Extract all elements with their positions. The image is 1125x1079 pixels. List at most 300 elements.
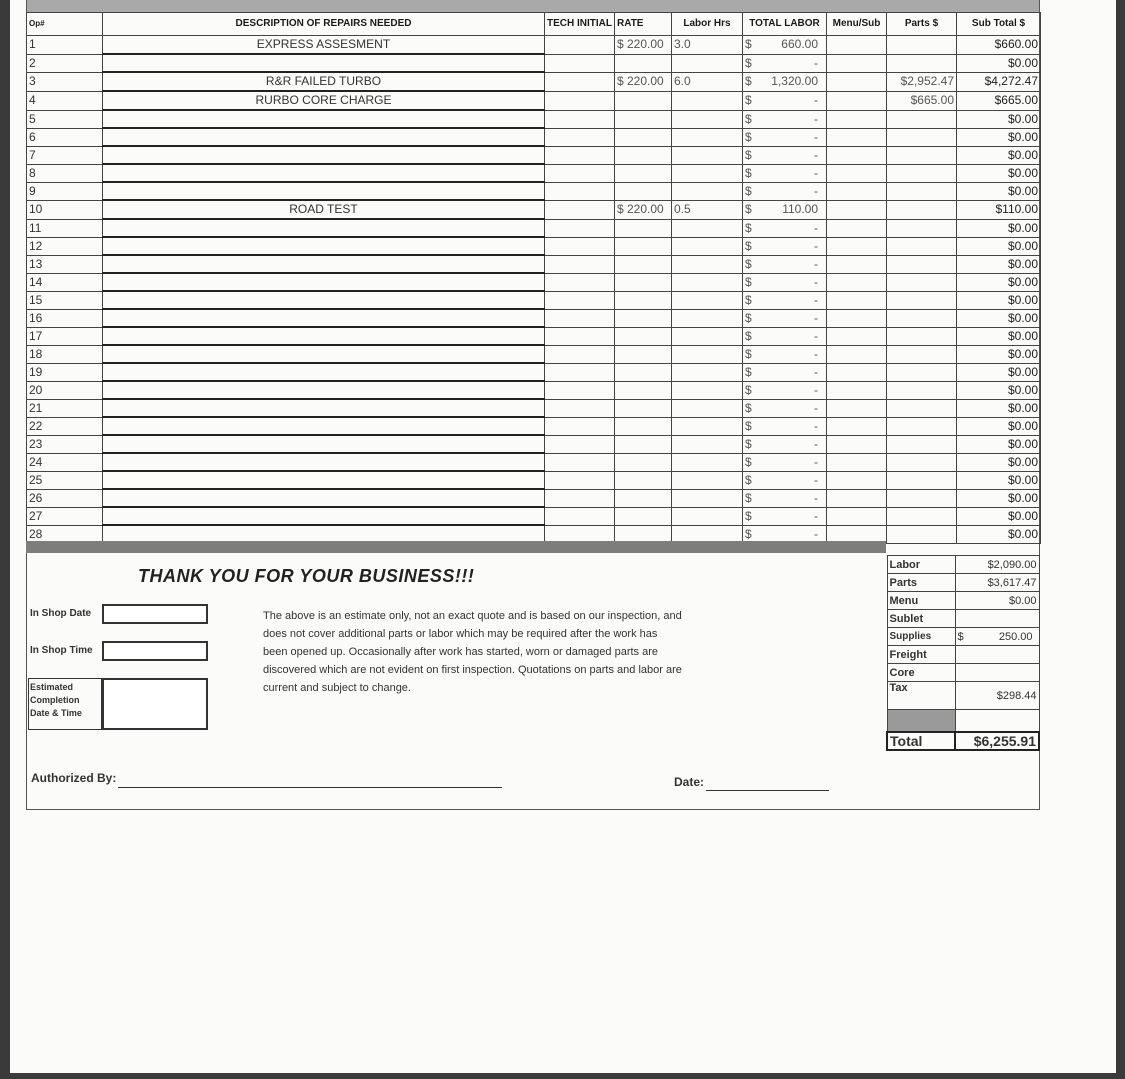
subtotal-cell: $0.00 [957, 435, 1041, 453]
labor-hrs-cell[interactable] [672, 399, 743, 417]
parts-cell[interactable] [887, 399, 957, 417]
parts-cell[interactable] [887, 237, 957, 255]
in-shop-date-field[interactable] [102, 604, 208, 624]
parts-cell[interactable] [887, 200, 957, 219]
menu-sub-cell[interactable] [827, 327, 887, 345]
total-labor-dollar-sign: $ [745, 55, 752, 70]
total-labor-dollar-sign: $ [745, 220, 752, 235]
blank-total-value [955, 710, 1039, 732]
total-labor-amount: - [814, 328, 818, 343]
subtotal-cell: $660.00 [957, 36, 1041, 55]
menu-sub-cell[interactable] [827, 309, 887, 327]
menu-sub-cell[interactable] [827, 381, 887, 399]
total-labor-dollar-sign: $ [745, 472, 752, 487]
op-number-cell: 3 [27, 72, 103, 91]
total-labor-cell [743, 91, 827, 110]
rate-cell[interactable] [615, 91, 672, 110]
parts-cell[interactable]: $2,952.47 [887, 72, 957, 91]
authorized-by-label: Authorized By: [31, 771, 117, 785]
total-labor-dollar-sign: $ [745, 256, 752, 271]
parts-cell[interactable] [887, 36, 957, 55]
table-row [27, 327, 1041, 345]
description-cell[interactable] [103, 146, 545, 164]
subtotal-cell: $0.00 [957, 345, 1041, 363]
tech-initial-cell[interactable] [545, 255, 615, 273]
menu-sub-cell[interactable] [827, 435, 887, 453]
description-cell[interactable] [103, 54, 545, 72]
rate-cell[interactable] [615, 110, 672, 128]
labor-hrs-cell[interactable] [672, 417, 743, 435]
total-labor-amount: - [814, 292, 818, 307]
table-row [27, 435, 1041, 453]
tech-initial-cell[interactable] [545, 381, 615, 399]
menu-sub-cell[interactable] [827, 489, 887, 507]
description-cell[interactable]: RURBO CORE CHARGE [103, 91, 545, 110]
tech-initial-cell[interactable] [545, 453, 615, 471]
rate-cell[interactable] [615, 255, 672, 273]
parts-cell[interactable] [887, 219, 957, 237]
subtotal-cell: $0.00 [957, 237, 1041, 255]
sublet-total-label: Sublet [887, 610, 955, 628]
description-cell[interactable] [103, 164, 545, 182]
total-labor-cell [743, 219, 827, 237]
parts-cell[interactable] [887, 507, 957, 525]
op-number-cell: 9 [27, 182, 103, 200]
header-labor-hrs: Labor Hrs [672, 13, 743, 36]
parts-cell[interactable] [887, 309, 957, 327]
total-labor-dollar-sign: $ [745, 292, 752, 307]
tech-initial-cell[interactable] [545, 363, 615, 381]
subtotal-cell: $0.00 [957, 381, 1041, 399]
rate-cell[interactable] [615, 489, 672, 507]
date-label: Date: [674, 775, 705, 789]
description-cell[interactable] [103, 327, 545, 345]
tech-initial-cell[interactable] [545, 91, 615, 110]
tech-initial-cell[interactable] [545, 435, 615, 453]
subtotal-cell: $0.00 [957, 507, 1041, 525]
table-row [27, 399, 1041, 417]
rate-cell[interactable] [615, 345, 672, 363]
rate-cell[interactable] [615, 417, 672, 435]
op-number-cell: 27 [27, 507, 103, 525]
supplies-total-cell [955, 628, 1039, 646]
menu-sub-cell[interactable] [827, 255, 887, 273]
total-labor-amount: - [814, 436, 818, 451]
description-cell[interactable] [103, 399, 545, 417]
rate-cell[interactable] [615, 146, 672, 164]
parts-cell[interactable]: $665.00 [887, 91, 957, 110]
grand-total-value: $6,255.91 [955, 732, 1039, 750]
subtotal-cell: $0.00 [957, 489, 1041, 507]
menu-sub-cell[interactable] [827, 453, 887, 471]
total-labor-amount: - [814, 165, 818, 180]
labor-hrs-cell[interactable] [672, 146, 743, 164]
labor-hrs-cell[interactable] [672, 54, 743, 72]
subtotal-cell: $4,272.47 [957, 72, 1041, 91]
rate-cell[interactable] [615, 435, 672, 453]
tech-initial-cell[interactable] [545, 200, 615, 219]
in-shop-date-label: In Shop Date [30, 608, 92, 619]
parts-cell[interactable] [887, 345, 957, 363]
tech-initial-cell[interactable] [545, 146, 615, 164]
total-labor-dollar-sign: $ [745, 526, 752, 541]
menu-sub-cell[interactable] [827, 110, 887, 128]
tech-initial-cell[interactable] [545, 327, 615, 345]
total-labor-dollar-sign: $ [745, 310, 752, 325]
tech-initial-cell[interactable] [545, 182, 615, 200]
menu-sub-cell[interactable] [827, 399, 887, 417]
op-number-cell: 8 [27, 164, 103, 182]
total-labor-dollar-sign: $ [745, 74, 752, 88]
labor-hrs-cell[interactable]: 6.0 [672, 72, 743, 91]
op-number-cell: 23 [27, 435, 103, 453]
menu-sub-cell[interactable] [827, 417, 887, 435]
op-number-cell: 12 [27, 237, 103, 255]
labor-hrs-cell[interactable] [672, 255, 743, 273]
op-number-cell: 21 [27, 399, 103, 417]
description-cell[interactable] [103, 345, 545, 363]
description-cell[interactable]: ROAD TEST [103, 200, 545, 219]
tech-initial-cell[interactable] [545, 110, 615, 128]
subtotal-cell: $0.00 [957, 128, 1041, 146]
labor-hrs-cell[interactable] [672, 91, 743, 110]
parts-cell[interactable] [887, 417, 957, 435]
menu-sub-cell[interactable] [827, 72, 887, 91]
menu-sub-cell[interactable] [827, 182, 887, 200]
op-number-cell: 11 [27, 219, 103, 237]
parts-cell[interactable] [887, 471, 957, 489]
rate-cell[interactable] [615, 363, 672, 381]
parts-cell[interactable] [887, 363, 957, 381]
parts-cell[interactable] [887, 453, 957, 471]
menu-sub-cell[interactable] [827, 345, 887, 363]
description-cell[interactable] [103, 363, 545, 381]
total-labor-cell [743, 200, 827, 219]
description-cell[interactable] [103, 417, 545, 435]
parts-cell[interactable] [887, 164, 957, 182]
description-cell[interactable] [103, 110, 545, 128]
menu-sub-cell[interactable] [827, 128, 887, 146]
total-labor-dollar-sign: $ [745, 274, 752, 289]
rate-cell[interactable] [615, 453, 672, 471]
total-labor-amount: - [814, 93, 818, 107]
tech-initial-cell[interactable] [545, 345, 615, 363]
menu-sub-cell[interactable] [827, 507, 887, 525]
table-row [27, 489, 1041, 507]
description-cell[interactable] [103, 489, 545, 507]
subtotal-cell: $0.00 [957, 291, 1041, 309]
total-labor-amount: - [814, 526, 818, 541]
tech-initial-cell[interactable] [545, 237, 615, 255]
total-labor-dollar-sign: $ [745, 418, 752, 433]
table-row [27, 128, 1041, 146]
total-labor-cell [743, 435, 827, 453]
rate-cell[interactable] [615, 273, 672, 291]
op-number-cell: 25 [27, 471, 103, 489]
rate-cell[interactable] [615, 237, 672, 255]
menu-sub-cell[interactable] [827, 471, 887, 489]
op-number-cell: 26 [27, 489, 103, 507]
description-cell[interactable]: EXPRESS ASSESMENT [103, 36, 545, 55]
menu-sub-cell[interactable] [827, 36, 887, 55]
totals-row-sublet [887, 610, 1039, 628]
labor-hrs-cell[interactable] [672, 471, 743, 489]
rate-cell[interactable] [615, 399, 672, 417]
labor-hrs-cell[interactable] [672, 345, 743, 363]
table-header-row [27, 13, 1041, 36]
total-labor-amount: 660.00 [781, 37, 818, 52]
total-labor-cell [743, 507, 827, 525]
parts-cell[interactable] [887, 110, 957, 128]
description-cell[interactable] [103, 471, 545, 489]
subtotal-cell: $0.00 [957, 399, 1041, 417]
menu-sub-cell[interactable] [827, 219, 887, 237]
freight-total-value [955, 646, 1039, 664]
labor-hrs-cell[interactable] [672, 128, 743, 146]
tech-initial-cell[interactable] [545, 417, 615, 435]
rate-cell[interactable] [615, 381, 672, 399]
description-cell[interactable] [103, 381, 545, 399]
description-cell[interactable] [103, 219, 545, 237]
menu-sub-cell[interactable] [827, 54, 887, 72]
total-labor-cell [743, 273, 827, 291]
totals-table [886, 555, 1040, 751]
total-labor-amount: - [814, 310, 818, 325]
description-cell[interactable] [103, 309, 545, 327]
table-row [27, 345, 1041, 363]
date-signature-line[interactable] [706, 790, 829, 791]
menu-sub-cell[interactable] [827, 164, 887, 182]
description-cell[interactable] [103, 435, 545, 453]
total-labor-dollar-sign: $ [745, 183, 752, 198]
estimated-completion-label [30, 681, 82, 720]
rate-cell[interactable] [615, 182, 672, 200]
parts-cell[interactable] [887, 381, 957, 399]
total-labor-cell [743, 255, 827, 273]
labor-hrs-cell[interactable] [672, 273, 743, 291]
tax-total-label: Tax [887, 682, 955, 710]
parts-cell[interactable] [887, 435, 957, 453]
subtotal-cell: $0.00 [957, 309, 1041, 327]
parts-cell[interactable] [887, 273, 957, 291]
header-subtotal: Sub Total $ [957, 13, 1041, 36]
tech-initial-cell[interactable] [545, 309, 615, 327]
table-row [27, 309, 1041, 327]
tax-total-value: $298.44 [955, 682, 1039, 710]
labor-hrs-cell[interactable] [672, 435, 743, 453]
menu-sub-cell[interactable] [827, 237, 887, 255]
rate-cell[interactable] [615, 507, 672, 525]
tech-initial-cell[interactable] [545, 164, 615, 182]
description-cell[interactable]: R&R FAILED TURBO [103, 72, 545, 91]
total-labor-dollar-sign: $ [745, 364, 752, 379]
tech-initial-cell[interactable] [545, 219, 615, 237]
labor-hrs-cell[interactable] [672, 363, 743, 381]
description-cell[interactable] [103, 237, 545, 255]
table-separator-bar [26, 541, 886, 553]
table-row [27, 237, 1041, 255]
parts-total-label: Parts [887, 574, 955, 592]
description-cell[interactable] [103, 453, 545, 471]
parts-cell[interactable] [887, 182, 957, 200]
labor-hrs-cell[interactable]: 0.5 [672, 200, 743, 219]
table-row [27, 72, 1041, 91]
in-shop-time-label: In Shop Time [30, 645, 93, 656]
labor-hrs-cell[interactable] [672, 507, 743, 525]
total-labor-dollar-sign: $ [745, 490, 752, 505]
rate-cell[interactable] [615, 327, 672, 345]
menu-sub-cell[interactable] [827, 91, 887, 110]
labor-total-label: Labor [887, 556, 955, 574]
description-cell[interactable] [103, 255, 545, 273]
table-row [27, 36, 1041, 55]
subtotal-cell: $0.00 [957, 273, 1041, 291]
total-labor-dollar-sign: $ [745, 129, 752, 144]
totals-row-supplies [887, 628, 1039, 646]
op-number-cell: 4 [27, 91, 103, 110]
supplies-total-label: Supplies [887, 628, 955, 646]
total-labor-amount: 110.00 [782, 202, 818, 216]
tech-initial-cell[interactable] [545, 72, 615, 91]
labor-hrs-cell[interactable] [672, 489, 743, 507]
op-number-cell: 22 [27, 417, 103, 435]
rate-cell[interactable] [615, 291, 672, 309]
total-labor-dollar-sign: $ [745, 382, 752, 397]
total-labor-cell [743, 327, 827, 345]
tech-initial-cell[interactable] [545, 36, 615, 55]
parts-cell[interactable] [887, 54, 957, 72]
rate-cell[interactable] [615, 471, 672, 489]
header-menu-sub: Menu/Sub [827, 13, 887, 36]
description-cell[interactable] [103, 507, 545, 525]
authorized-by-signature-line[interactable] [118, 787, 502, 788]
total-labor-amount: - [814, 490, 818, 505]
estimated-completion-line2: Completion [30, 695, 80, 705]
total-labor-amount: - [814, 147, 818, 162]
menu-sub-cell[interactable] [827, 200, 887, 219]
labor-hrs-cell[interactable]: 3.0 [672, 36, 743, 55]
op-number-cell: 28 [27, 525, 103, 543]
menu-sub-cell[interactable] [827, 363, 887, 381]
header-op: Op# [27, 13, 103, 36]
subtotal-cell: $0.00 [957, 471, 1041, 489]
total-labor-cell [743, 36, 827, 55]
total-labor-dollar-sign: $ [745, 328, 752, 343]
grand-total-label: Total [887, 732, 955, 750]
total-labor-dollar-sign: $ [745, 147, 752, 162]
total-labor-cell [743, 291, 827, 309]
parts-cell[interactable] [887, 291, 957, 309]
labor-hrs-cell[interactable] [672, 164, 743, 182]
labor-hrs-cell[interactable] [672, 182, 743, 200]
description-cell[interactable] [103, 291, 545, 309]
table-row [27, 363, 1041, 381]
rate-cell[interactable]: $ 220.00 [615, 72, 672, 91]
totals-row-labor [887, 556, 1039, 574]
subtotal-cell: $0.00 [957, 146, 1041, 164]
tech-initial-cell[interactable] [545, 128, 615, 146]
sublet-total-value [955, 610, 1039, 628]
labor-hrs-cell[interactable] [672, 309, 743, 327]
labor-hrs-cell[interactable] [672, 453, 743, 471]
labor-hrs-cell[interactable] [672, 219, 743, 237]
tech-initial-cell[interactable] [545, 489, 615, 507]
rate-cell[interactable] [615, 128, 672, 146]
rate-cell[interactable]: $ 220.00 [615, 200, 672, 219]
total-labor-amount: - [814, 129, 818, 144]
parts-cell[interactable] [887, 146, 957, 164]
labor-hrs-cell[interactable] [672, 291, 743, 309]
rate-cell[interactable] [615, 219, 672, 237]
total-labor-amount: - [814, 256, 818, 271]
description-cell[interactable] [103, 273, 545, 291]
blank-total-label [887, 710, 955, 732]
total-labor-cell [743, 237, 827, 255]
header-tech-initial: TECH INITIAL [545, 13, 615, 36]
tech-initial-cell[interactable] [545, 291, 615, 309]
tech-initial-cell[interactable] [545, 399, 615, 417]
op-number-cell: 24 [27, 453, 103, 471]
op-number-cell: 5 [27, 110, 103, 128]
total-labor-amount: - [814, 238, 818, 253]
rate-cell[interactable]: $ 220.00 [615, 36, 672, 55]
subtotal-cell: $0.00 [957, 164, 1041, 182]
menu-sub-cell[interactable] [827, 273, 887, 291]
total-labor-amount: - [814, 418, 818, 433]
table-row [27, 417, 1041, 435]
total-labor-cell [743, 128, 827, 146]
total-labor-cell [743, 381, 827, 399]
in-shop-time-field[interactable] [102, 641, 208, 661]
parts-cell[interactable] [887, 327, 957, 345]
parts-cell[interactable] [887, 525, 957, 543]
rate-cell[interactable] [615, 54, 672, 72]
op-number-cell: 13 [27, 255, 103, 273]
total-labor-dollar-sign: $ [745, 202, 752, 216]
menu-sub-cell[interactable] [827, 291, 887, 309]
total-labor-dollar-sign: $ [745, 93, 752, 107]
parts-cell[interactable] [887, 255, 957, 273]
tech-initial-cell[interactable] [545, 273, 615, 291]
estimated-completion-field[interactable] [102, 678, 208, 730]
labor-hrs-cell[interactable] [672, 237, 743, 255]
labor-hrs-cell[interactable] [672, 110, 743, 128]
total-labor-cell [743, 489, 827, 507]
labor-hrs-cell[interactable] [672, 327, 743, 345]
description-cell[interactable] [103, 128, 545, 146]
table-row [27, 273, 1041, 291]
menu-sub-cell[interactable] [827, 146, 887, 164]
header-parts: Parts $ [887, 13, 957, 36]
rate-cell[interactable] [615, 164, 672, 182]
description-cell[interactable] [103, 182, 545, 200]
table-row [27, 164, 1041, 182]
op-number-cell: 19 [27, 363, 103, 381]
labor-hrs-cell[interactable] [672, 381, 743, 399]
tech-initial-cell[interactable] [545, 471, 615, 489]
rate-cell[interactable] [615, 309, 672, 327]
total-labor-amount: - [814, 454, 818, 469]
total-labor-cell [743, 417, 827, 435]
totals-row-tax [887, 682, 1039, 710]
tech-initial-cell[interactable] [545, 507, 615, 525]
tech-initial-cell[interactable] [545, 54, 615, 72]
parts-cell[interactable] [887, 128, 957, 146]
parts-cell[interactable] [887, 489, 957, 507]
subtotal-cell: $110.00 [957, 200, 1041, 219]
subtotal-cell: $665.00 [957, 91, 1041, 110]
op-number-cell: 6 [27, 128, 103, 146]
